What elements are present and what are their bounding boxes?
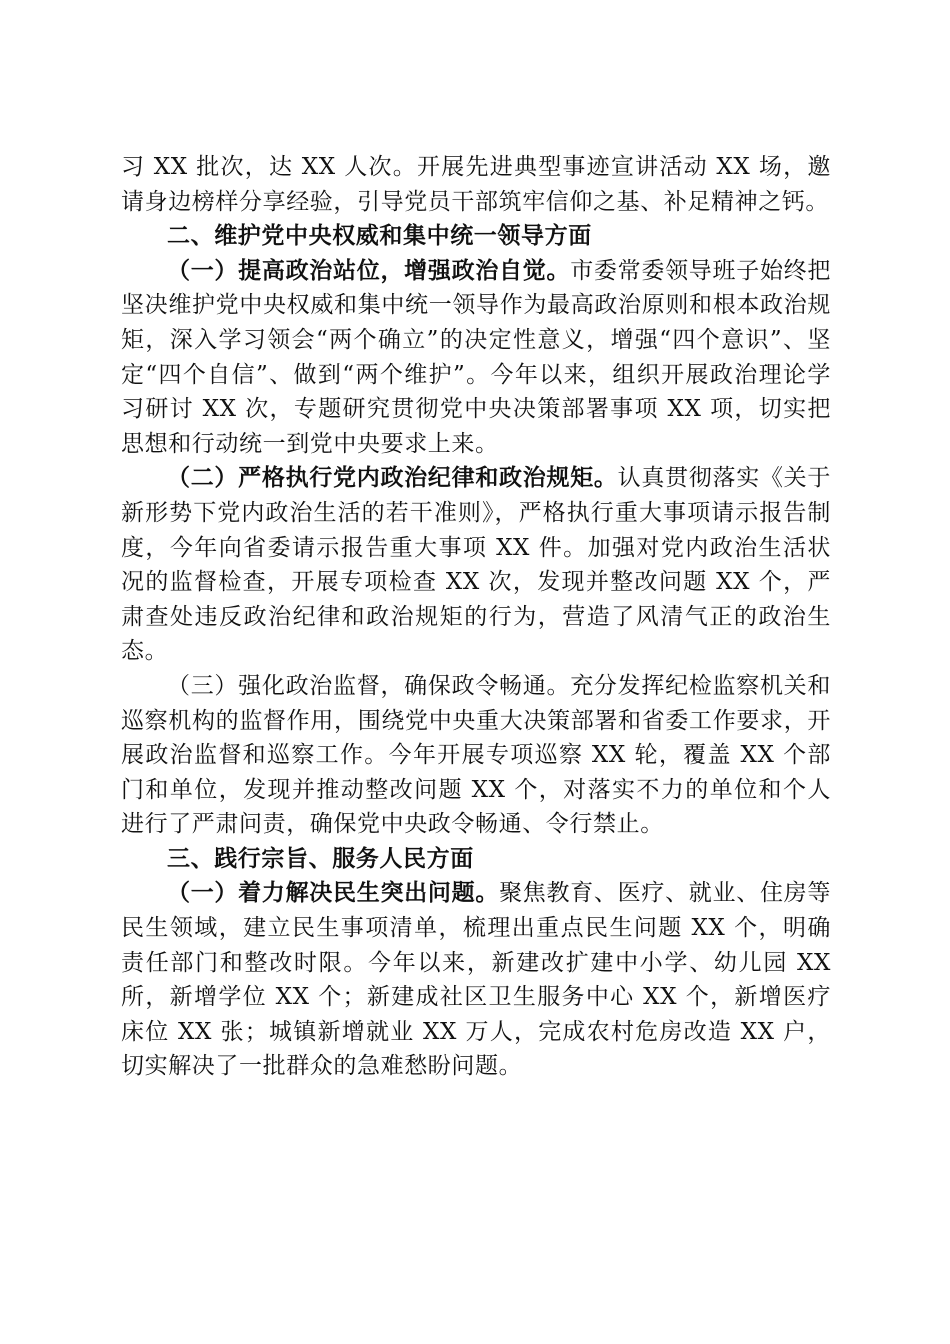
paragraph-2-2 [121, 461, 831, 669]
paragraph-body: 认真贯彻落实《关于新形势下党内政治生活的若干准则》，严格执行重大事项请示报告制度，今年向省委请示报告重大事项 XX 件。加强对党内政治生活状况的监督检查，开展专项检查 XX 次，发现并整改问题 XX 个，严肃查处违反政治纪律和政治规矩的行为，营造了风清气正的政治生态。 [121, 465, 832, 665]
section-heading-2: 二、维护党中央权威和集中统一领导方面 [167, 222, 592, 250]
paragraph-3-1 [121, 876, 831, 1084]
document-body [121, 150, 831, 1084]
paragraph-lead: （一）提高政治站位，增强政治自觉。 [167, 256, 571, 284]
paragraph-body: 充分发挥纪检监察机关和巡察机构的监督作用，围绕党中央重大决策部署和省委工作要求，开展政治监督和巡察工作。今年开展专项巡察 XX 轮，覆盖 XX 个部门和单位，发现并推动整改问题 XX 个，对落实不力的单位和个人进行了严肃问责，确保党中央政令畅通、令行禁止。 [121, 672, 831, 838]
paragraph-lead: （二）严格执行党内政治纪律和政治规矩。 [167, 464, 618, 492]
paragraph-2-3 [121, 669, 831, 842]
paragraph-lead: （一）着力解决民生突出问题。 [167, 879, 500, 907]
paragraph-continuation: 习 XX 批次，达 XX 人次。开展先进典型事迹宣讲活动 XX 场，邀请身边榜样分享经验，引导党员干部筑牢信仰之基、补足精神之钙。 [121, 154, 831, 215]
paragraph-body: 市委常委领导班子始终把坚决维护党中央权威和集中统一领导作为最高政治原则和根本政治规矩，深入学习领会“两个确立”的决定性意义，增强“四个意识”、坚定“四个自信”、做到“两个维护”。今年以来，组织开展政治理论学习研讨 XX 次，专题研究贯彻党中央决策部署事项 XX 项，切实把思想和行动统一到党中央要求上来。 [121, 257, 831, 457]
paragraph-lead: （三）强化政治监督，确保政令畅通。 [167, 672, 571, 699]
section-heading-3: 三、践行宗旨、服务人民方面 [167, 844, 474, 872]
paragraph-2-1 [121, 254, 831, 462]
paragraph-body: 聚焦教育、医疗、就业、住房等民生领域，建立民生事项清单，梳理出重点民生问题 XX 个，明确责任部门和整改时限。今年以来，新建改扩建中小学、幼儿园 XX 所，新增学位 XX 个；新建成社区卫生服务中心 XX 个，新增医疗床位 XX 张；城镇新增就业 XX 万人，完成农村危房改造 XX 户，切实解决了一批群众的急难愁盼问题。 [121, 880, 831, 1080]
